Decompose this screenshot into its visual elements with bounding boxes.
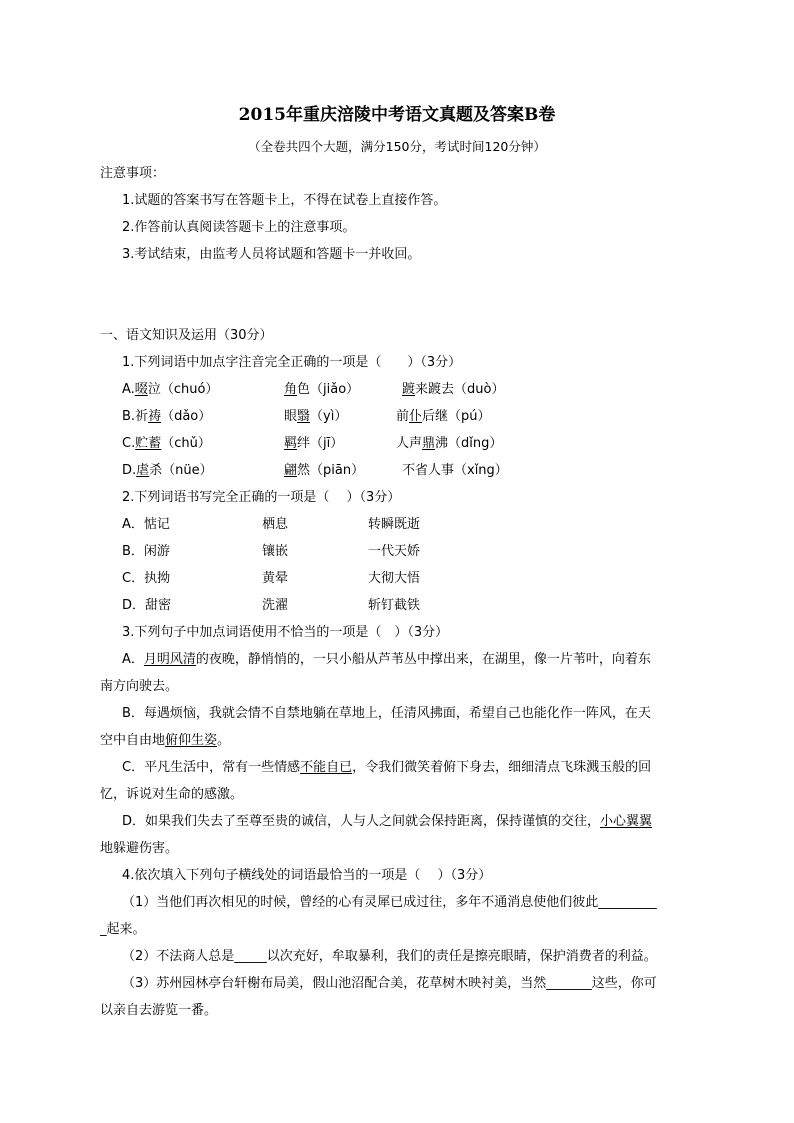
- q2-option-a: [100, 511, 700, 538]
- dotted-char: 角: [284, 382, 298, 397]
- dotted-char: 贮蓄: [135, 436, 162, 451]
- dotted-char: 仆: [409, 409, 423, 424]
- dotted-char: 踱: [402, 382, 416, 397]
- q3-option-d-cont: 地躲避伤害。: [100, 841, 179, 856]
- question-2-stem: 2.下列词语书写完全正确的一项是（ ）（3分）: [122, 490, 401, 505]
- question-1-stem: 1.下列词语中加点字注音完全正确的一项是（ ）（3分）: [122, 355, 462, 370]
- text: 然（piān）: [297, 463, 365, 478]
- word: D．甜密: [122, 598, 172, 613]
- note-item: 1.试题的答案书写在答题卡上，不得在试卷上直接作答。: [122, 193, 447, 208]
- text: 前: [396, 409, 410, 424]
- dotted-char: 翩: [284, 463, 298, 478]
- q4-sentence-2: （2）不法商人总是_____以次充好，牟取暴利，我们的责任是擦亮眼睛，保护消费者的利益。: [122, 949, 657, 964]
- text: 杀（nüe）: [149, 463, 213, 478]
- q4-sentence-1-cont: _起来。: [100, 922, 146, 937]
- q4-sentence-3-cont: 以亲自去游览一番。: [100, 1003, 218, 1018]
- document-body: [100, 160, 700, 1024]
- text: D．如果我们失去了至尊至贵的诚信，人与人之间就会保持距离，保持谨慎的交往，: [122, 814, 601, 829]
- q2-option-d: [100, 592, 700, 619]
- section-heading: 一、语文知识及运用（30分）: [100, 328, 273, 343]
- word: 黄晕: [262, 571, 289, 586]
- note-item: 2.作答前认真阅读答题卡上的注意事项。: [122, 220, 356, 235]
- dotted-char: 羁: [284, 436, 298, 451]
- word: 洗濯: [262, 598, 289, 613]
- word: C．执拗: [122, 571, 171, 586]
- dotted-phrase: 俯仰生姿: [165, 733, 218, 748]
- q4-sentence-1: （1）当他们再次相见的时候，曾经的心有灵犀已成过往，多年不通消息使他们彼此_________: [122, 895, 657, 910]
- exam-info: （全卷共四个大题，满分150分，考试时间120分钟）: [248, 139, 546, 154]
- text: 来踱去（duò）: [415, 382, 505, 397]
- text: 空中自由地: [100, 733, 166, 748]
- word: 一代天娇: [368, 544, 421, 559]
- dotted-phrase: 小心翼翼: [600, 814, 653, 829]
- text: 人声: [396, 436, 423, 451]
- dotted-phrase: 不能自已: [300, 760, 353, 775]
- q3-option-d: [100, 808, 700, 835]
- dotted-char: 鼎: [422, 436, 436, 451]
- text: C．平凡生活中，常有一些情感: [122, 760, 301, 775]
- q3-option-b-cont: [100, 727, 700, 754]
- word: A．惦记: [122, 517, 170, 532]
- text: 绊（jī）: [297, 436, 344, 451]
- text: B.祈: [122, 409, 149, 424]
- spacer: [100, 268, 700, 322]
- q1-option-a: [100, 376, 700, 403]
- dotted-char: 啜: [134, 382, 148, 397]
- text: ，令我们微笑着俯下身去，细细清点飞珠溅玉般的回: [352, 760, 652, 775]
- q2-option-c: [100, 565, 700, 592]
- q3-option-a-cont: 南方向驶去。: [100, 679, 179, 694]
- text: 不省人事（xǐng）: [402, 463, 508, 478]
- text: A.: [122, 382, 135, 397]
- text: （chǔ）: [161, 436, 211, 451]
- text: （yì）: [310, 409, 348, 424]
- text: 的夜晚，静悄悄的，一只小船从芦苇丛中撑出来，在湖里，像一片苇叶，向着东: [195, 652, 651, 667]
- text: 眼: [284, 409, 298, 424]
- q3-option-c-cont: 忆，诉说对生命的感激。: [100, 787, 244, 802]
- text: 沸（dǐng）: [435, 436, 503, 451]
- q3-option-b: B．每遇烦恼，我就会情不自禁地躺在草地上，任清风拂面，希望自己也能化作一阵风，在天: [122, 706, 651, 721]
- text: 。: [217, 733, 231, 748]
- word: 斩钉截铁: [368, 598, 421, 613]
- text: C.: [122, 436, 136, 451]
- dotted-char: 虐: [136, 463, 150, 478]
- word: 大彻大悟: [368, 571, 421, 586]
- text: （dǎo）: [161, 409, 212, 424]
- notes-heading: 注意事项：: [100, 166, 166, 181]
- q1-option-d: [100, 457, 700, 484]
- q3-option-c: [100, 754, 700, 781]
- q4-sentence-3: （3）苏州园林亭台轩榭布局美，假山池沼配合美，花草树木映衬美，当然_______这些，你可: [122, 976, 657, 991]
- text: D.: [122, 463, 137, 478]
- question-3-stem: 3.下列句子中加点词语使用不恰当的一项是（ ）（3分）: [122, 625, 449, 640]
- note-item: 3.考试结束，由监考人员将试题和答题卡一并收回。: [122, 247, 421, 262]
- text: 后继（pú）: [422, 409, 491, 424]
- dotted-phrase: 月明风清: [143, 652, 196, 667]
- dotted-char: 祷: [148, 409, 162, 424]
- word: B．闲游: [122, 544, 170, 559]
- dotted-char: 翳: [297, 409, 311, 424]
- q2-option-b: [100, 538, 700, 565]
- q1-option-b: [100, 403, 700, 430]
- document-title: 2015年重庆涪陵中考语文真题及答案B卷: [238, 105, 556, 125]
- text: 色（jiǎo）: [297, 382, 360, 397]
- q1-option-c: [100, 430, 700, 457]
- text: 泣（chuó）: [147, 382, 219, 397]
- word: 栖息: [262, 517, 289, 532]
- word: 镶嵌: [262, 544, 289, 559]
- q3-option-a: [100, 646, 700, 673]
- text: A．: [122, 652, 144, 667]
- question-4-stem: 4.依次填入下列句子横线处的词语最恰当的一项是（ ）（3分）: [122, 868, 492, 883]
- word: 转瞬既逝: [368, 517, 421, 532]
